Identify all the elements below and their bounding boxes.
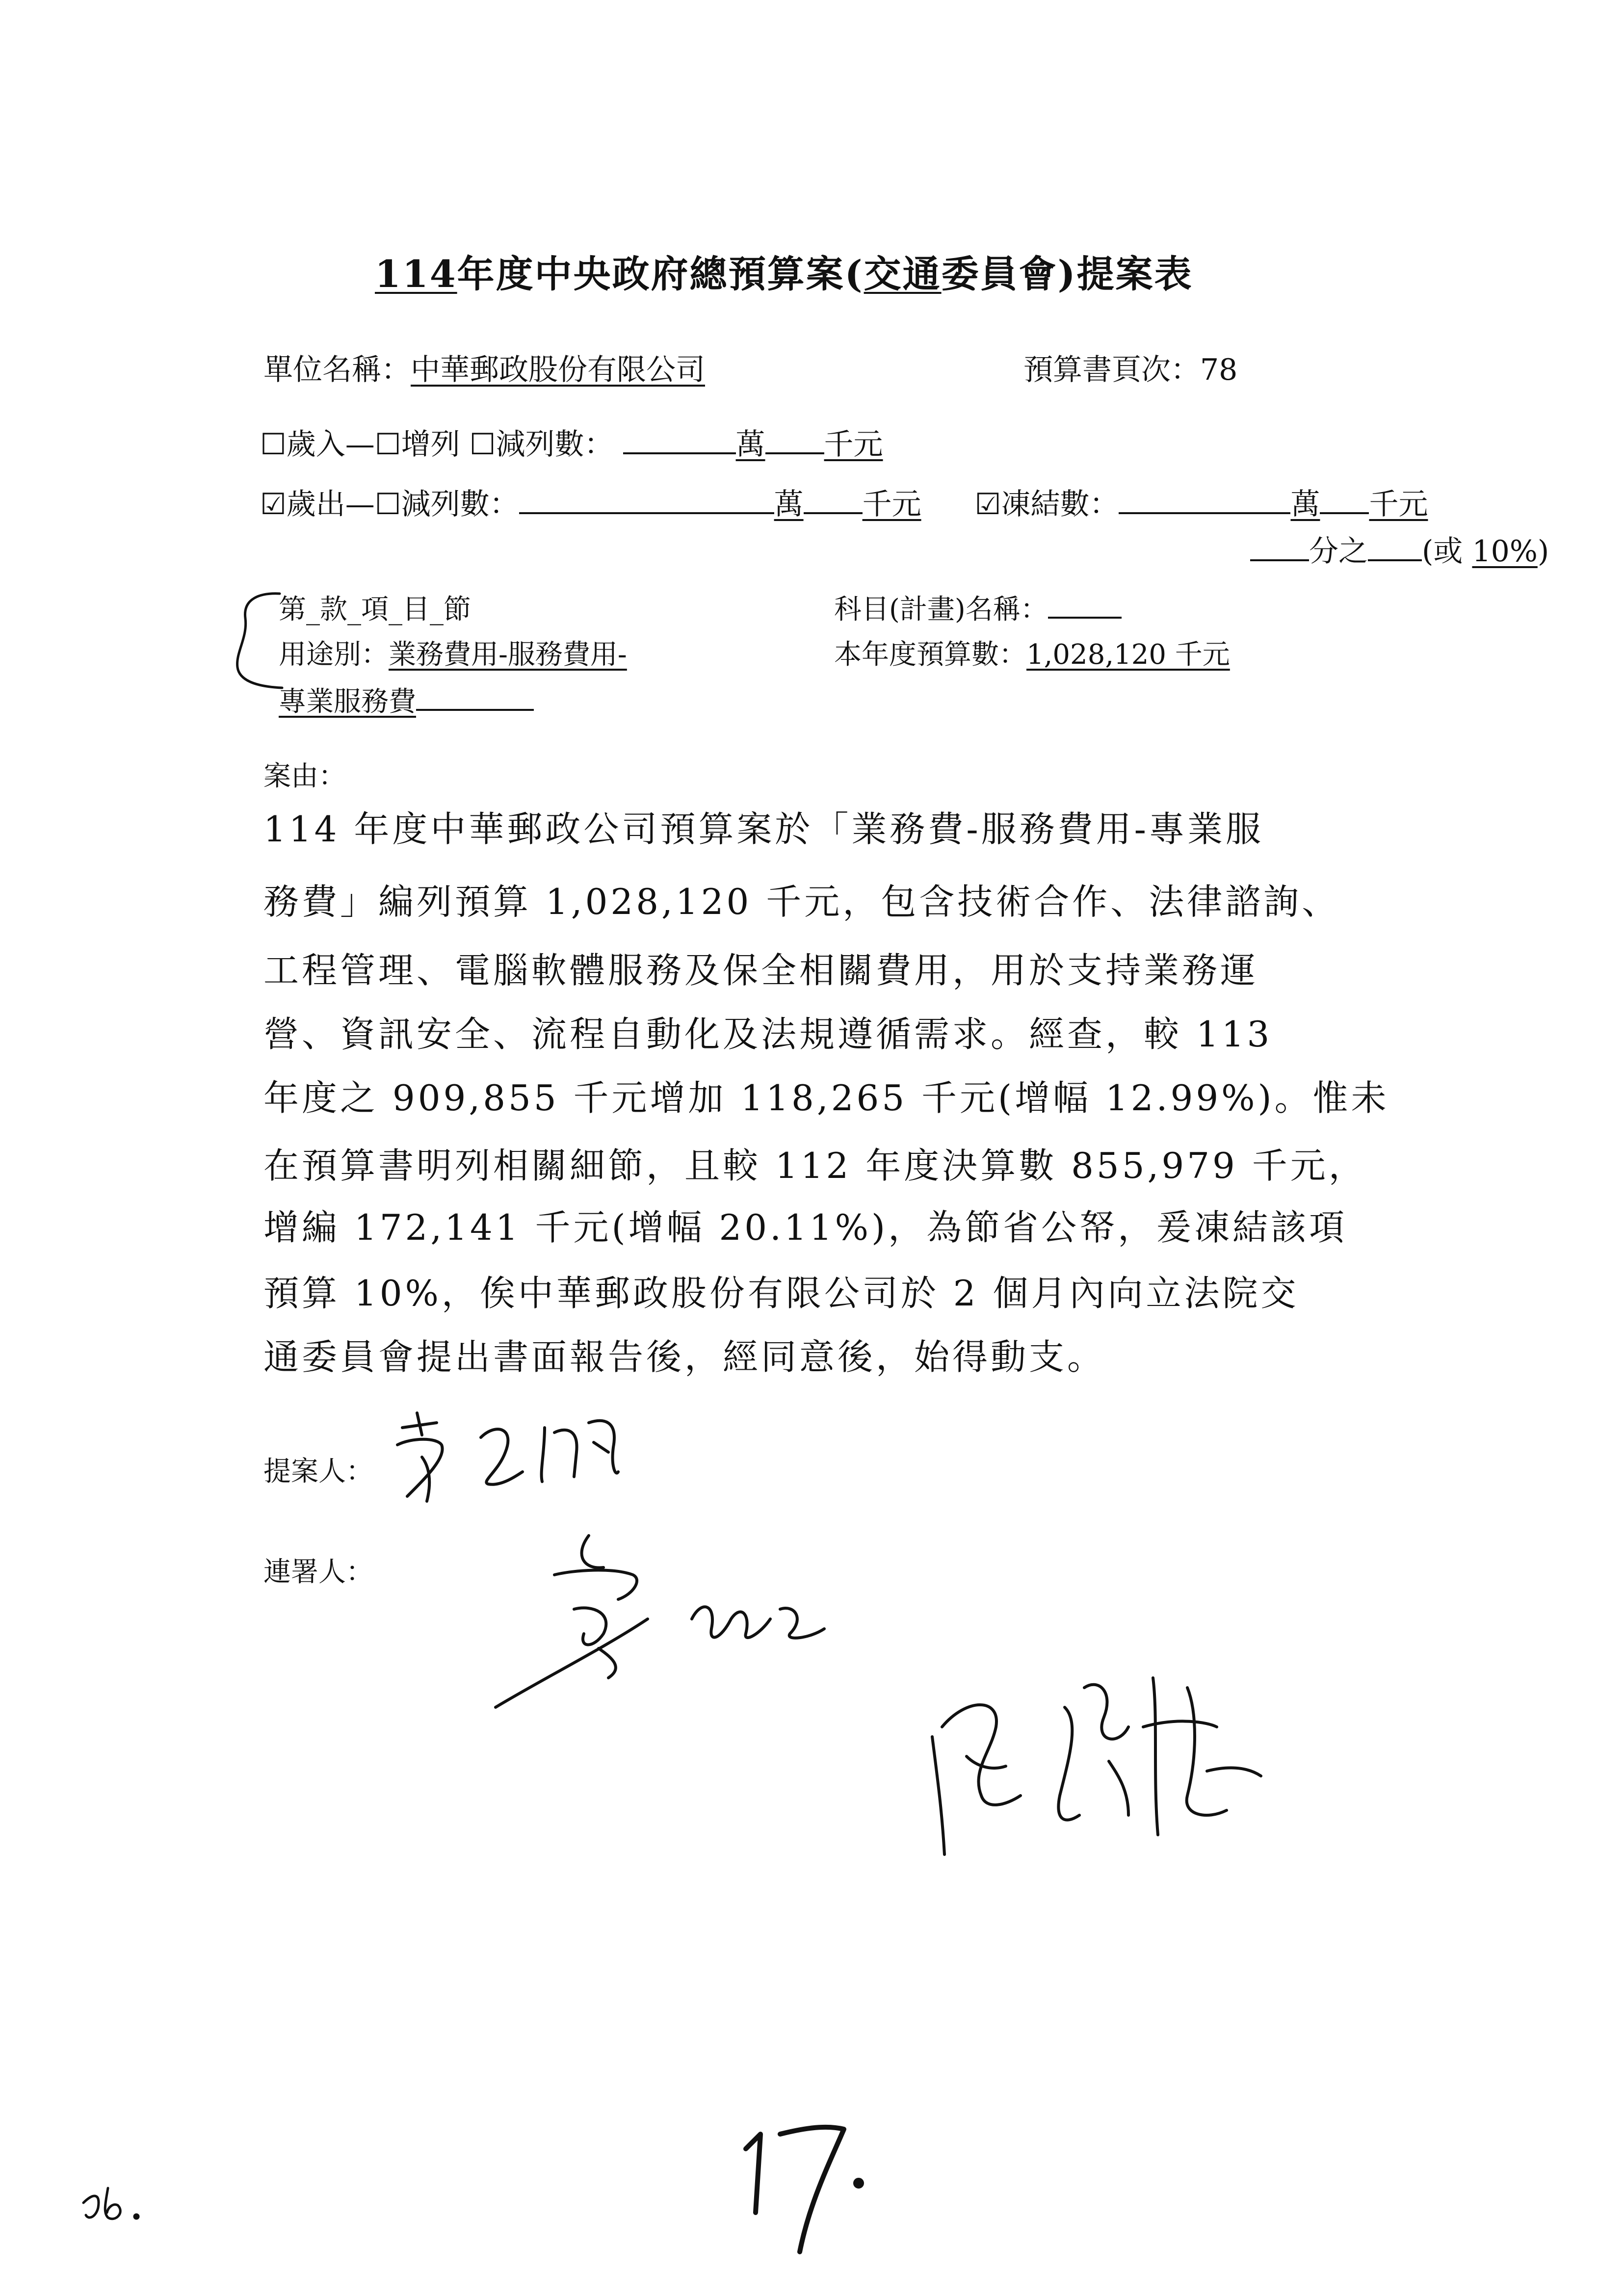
current-budget-label: 本年度預算數：	[834, 639, 1026, 671]
unit-name-value: 中華郵政股份有限公司	[411, 353, 705, 387]
revenue-row	[260, 421, 883, 463]
handwritten-page-number	[726, 2105, 883, 2262]
expense-amount-blank-2	[804, 507, 863, 514]
cosigner-label: 連署人：	[263, 1556, 373, 1588]
subject-row	[834, 588, 1122, 627]
use-value-blank	[416, 704, 534, 711]
freeze-qian: 千元	[1369, 487, 1428, 522]
expense-label: 歲出—	[286, 487, 375, 522]
expense-qian: 千元	[862, 487, 921, 522]
reason-line: 工程管理、電腦軟體服務及保全相關費用，用於支持業務運	[263, 950, 1259, 991]
freeze-wan: 萬	[1290, 487, 1320, 522]
freeze-amount-blank-1	[1119, 507, 1290, 514]
reason-line: 營、資訊安全、流程自動化及法規遵循需求。經查，較 113	[263, 1014, 1273, 1055]
revenue-increase-label: 增列	[401, 427, 460, 462]
revenue-checkbox: ☐	[260, 427, 287, 462]
reason-line: 年度之 909,855 千元增加 118,265 千元(增幅 12.99%)。惟未	[263, 1077, 1389, 1119]
reason-line: 務費」編列預算 1,028,120 千元，包含技術合作、法律諮詢、	[263, 881, 1340, 922]
budget-page-value: 78	[1200, 353, 1238, 387]
fraction-blank-2	[1368, 554, 1422, 561]
reason-line: 預算 10%，俟中華郵政股份有限公司於 2 個月內向立法院交	[263, 1273, 1299, 1314]
unit-name-row	[263, 346, 705, 389]
use-row-2	[279, 680, 534, 719]
revenue-increase-checkbox: ☐	[374, 427, 401, 462]
subject-label: 科目(計畫)名稱：	[834, 594, 1048, 626]
expense-decrease-label: 減列數：	[401, 487, 519, 522]
revenue-wan: 萬	[735, 427, 765, 462]
title-part-2: 委員會)提案表	[941, 252, 1193, 296]
subject-value-blank	[1048, 612, 1122, 619]
revenue-amount-blank-1	[623, 447, 736, 454]
expense-checkbox: ☑	[260, 487, 287, 522]
expense-wan: 萬	[774, 487, 804, 522]
use-value-2: 專業服務費	[279, 686, 416, 718]
expense-amount-blank-1	[519, 507, 774, 514]
revenue-label: 歲入—	[286, 427, 375, 462]
reason-label: 案由：	[263, 760, 346, 792]
freeze-amount-blank-2	[1320, 507, 1369, 514]
budget-page-label: 預算書頁次：	[1023, 353, 1200, 387]
title-committee: 交通	[864, 252, 942, 296]
fraction-percent: 10%	[1472, 534, 1538, 569]
current-budget-row	[834, 633, 1230, 672]
budget-page-row	[1023, 346, 1237, 389]
unit-name-label: 單位名稱：	[263, 353, 411, 387]
fraction-row	[1250, 528, 1549, 570]
reason-line: 114 年度中華郵政公司預算案於「業務費-服務費用-專業服	[263, 809, 1264, 850]
use-row	[279, 633, 627, 672]
proposer-label: 提案人：	[263, 1456, 373, 1487]
classification-line: 第_款_項_目_節	[279, 594, 471, 626]
freeze-checkbox: ☑	[974, 487, 1001, 522]
fraction-or-open: (或	[1422, 534, 1472, 569]
use-value-1: 業務費用-服務費用-	[389, 639, 627, 671]
revenue-decrease-checkbox: ☐	[469, 427, 496, 462]
title-year: 114	[375, 252, 457, 296]
title-part-1: 年度中央政府總預算案(	[457, 252, 864, 296]
revenue-qian: 千元	[824, 427, 883, 462]
use-label: 用途別：	[279, 639, 389, 671]
fraction-blank-1	[1250, 554, 1309, 561]
fraction-or-close: )	[1537, 534, 1549, 569]
expense-decrease-checkbox: ☐	[374, 487, 401, 522]
revenue-amount-blank-2	[765, 447, 824, 454]
reason-line: 通委員會提出書面報告後，經同意後，始得動支。	[263, 1336, 1106, 1378]
document-title	[375, 244, 1193, 298]
hand-drawn-bracket	[231, 584, 285, 697]
current-budget-value: 1,028,120 千元	[1026, 639, 1230, 671]
cosigner-signature-1	[486, 1521, 859, 1727]
reason-line: 在預算書明列相關細節，且較 112 年度決算數 855,979 千元，	[263, 1145, 1367, 1186]
handwritten-corner-mark	[79, 2173, 157, 2227]
freeze-label: 凍結數：	[1001, 487, 1119, 522]
reason-line: 增編 172,141 千元(增幅 20.11%)，為節省公帑，爰凍結該項	[263, 1207, 1348, 1248]
cosigner-signature-2	[922, 1648, 1315, 1879]
revenue-decrease-label: 減列數：	[496, 427, 614, 462]
fraction-fen: 分之	[1309, 534, 1368, 569]
expense-row	[260, 481, 1428, 523]
